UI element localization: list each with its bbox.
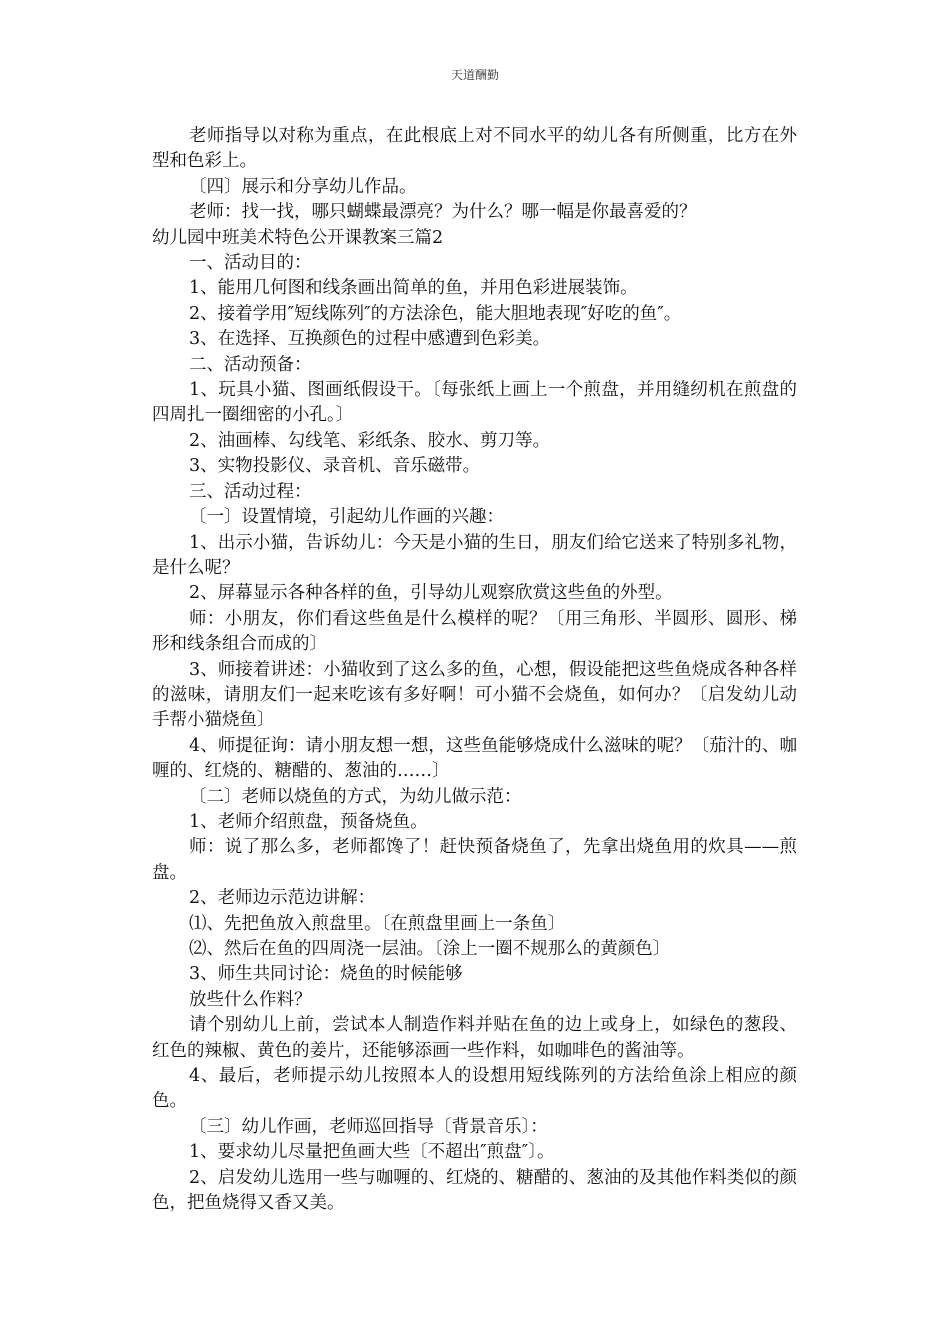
document-body xyxy=(152,124,797,1216)
paragraph: 1、出示小猫，告诉幼儿：今天是小猫的生日，朋友们给它送来了特别多礼物，是什么呢？ xyxy=(152,532,797,578)
paragraph: 老师指导以对称为重点，在此根底上对不同水平的幼儿各有所侧重，比方在外型和色彩上。 xyxy=(152,126,797,172)
paragraph: 〔一〕设置情境，引起幼儿作画的兴趣： xyxy=(189,507,504,528)
paragraph: ⑴、先把鱼放入煎盘里。〔在煎盘里画上一条鱼〕 xyxy=(189,913,566,934)
paragraph: 2、启发幼儿选用一些与咖喱的、红烧的、糖醋的、葱油的及其他作料类似的颜色，把鱼烧得又香又美。 xyxy=(152,1167,797,1214)
paragraph: 老师：找一找，哪只蝴蝶最漂亮？为什么？哪一幅是你最喜爱的？ xyxy=(189,202,697,223)
paragraph: 1、要求幼儿尽量把鱼画大些〔不超出″煎盘″〕。 xyxy=(189,1142,555,1163)
paragraph: 〔三〕幼儿作画，老师巡回指导〔背景音乐〕： xyxy=(189,1116,548,1137)
section-title: 幼儿园中班美术特色公开课教案三篇2 xyxy=(152,227,444,248)
paragraph: 三、活动过程： xyxy=(189,481,312,502)
paragraph: 4、师提征询：请小朋友想一想，这些鱼能够烧成什么滋味的呢？〔茄汁的、咖喱的、红烧的、糖醋的、葱油的……〕 xyxy=(152,735,797,782)
paragraph: 3、实物投影仪、录音机、音乐磁带。 xyxy=(189,456,481,477)
paragraph: 2、屏幕显示各种各样的鱼，引导幼儿观察欣赏这些鱼的外型。 xyxy=(189,583,673,604)
paragraph: 1、能用几何图和线条画出简单的鱼，并用色彩进展装饰。 xyxy=(189,278,638,299)
paragraph: 3、在选择、互换颜色的过程中感遭到色彩美。 xyxy=(189,329,551,350)
paragraph: 〔四〕展示和分享幼儿作品。 xyxy=(189,176,417,197)
paragraph: 师：说了那么多，老师都馋了！赶快预备烧鱼了，先拿出烧鱼用的炊具——煎盘。 xyxy=(152,837,797,883)
paragraph: 一、活动目的： xyxy=(189,253,312,274)
paragraph: 放些什么作料？ xyxy=(189,989,312,1010)
paragraph: ⑵、然后在鱼的四周浇一层油。〔涂上一圈不规那么的黄颜色〕 xyxy=(189,939,671,959)
paragraph: 师：小朋友，你们看这些鱼是什么模样的呢？〔用三角形、半圆形、圆形、梯形和线条组合而成的〕 xyxy=(152,608,797,655)
paragraph: 〔二〕老师以烧鱼的方式，为幼儿做示范： xyxy=(189,786,522,807)
paragraph: 2、油画棒、勾线笔、彩纸条、胶水、剪刀等。 xyxy=(189,430,551,451)
page-header: 天道酬勤 xyxy=(450,68,499,82)
paragraph: 2、接着学用″短线陈列″的方法涂色，能大胆地表现″好吃的鱼″。 xyxy=(189,303,682,324)
paragraph: 4、最后，老师提示幼儿按照本人的设想用短线陈列的方法给鱼涂上相应的颜色。 xyxy=(152,1066,797,1112)
paragraph: 请个别幼儿上前，尝试本人制造作料并贴在鱼的边上或身上，如绿色的葱段、红色的辣椒、黄色的姜片，还能够添画一些作料，如咖啡色的酱油等。 xyxy=(152,1015,797,1061)
paragraph: 二、活动预备： xyxy=(189,354,312,375)
paragraph: 3、师接着讲述：小猫收到了这么多的鱼，心想，假设能把这些鱼烧成各种各样的滋味，请朋友们一起来吃该有多好啊！可小猫不会烧鱼，如何办？〔启发幼儿动手帮小猫烧鱼〕 xyxy=(152,659,797,731)
paragraph: 3、师生共同讨论：烧鱼的时候能够 xyxy=(189,964,463,985)
paragraph: 2、老师边示范边讲解： xyxy=(189,888,376,909)
paragraph: 1、老师介绍煎盘，预备烧鱼。 xyxy=(189,811,428,832)
paragraph: 1、玩具小猫、图画纸假设干。〔每张纸上画上一个煎盘，并用缝纫机在煎盘的四周扎一圈细密的小孔。〕 xyxy=(152,380,797,426)
